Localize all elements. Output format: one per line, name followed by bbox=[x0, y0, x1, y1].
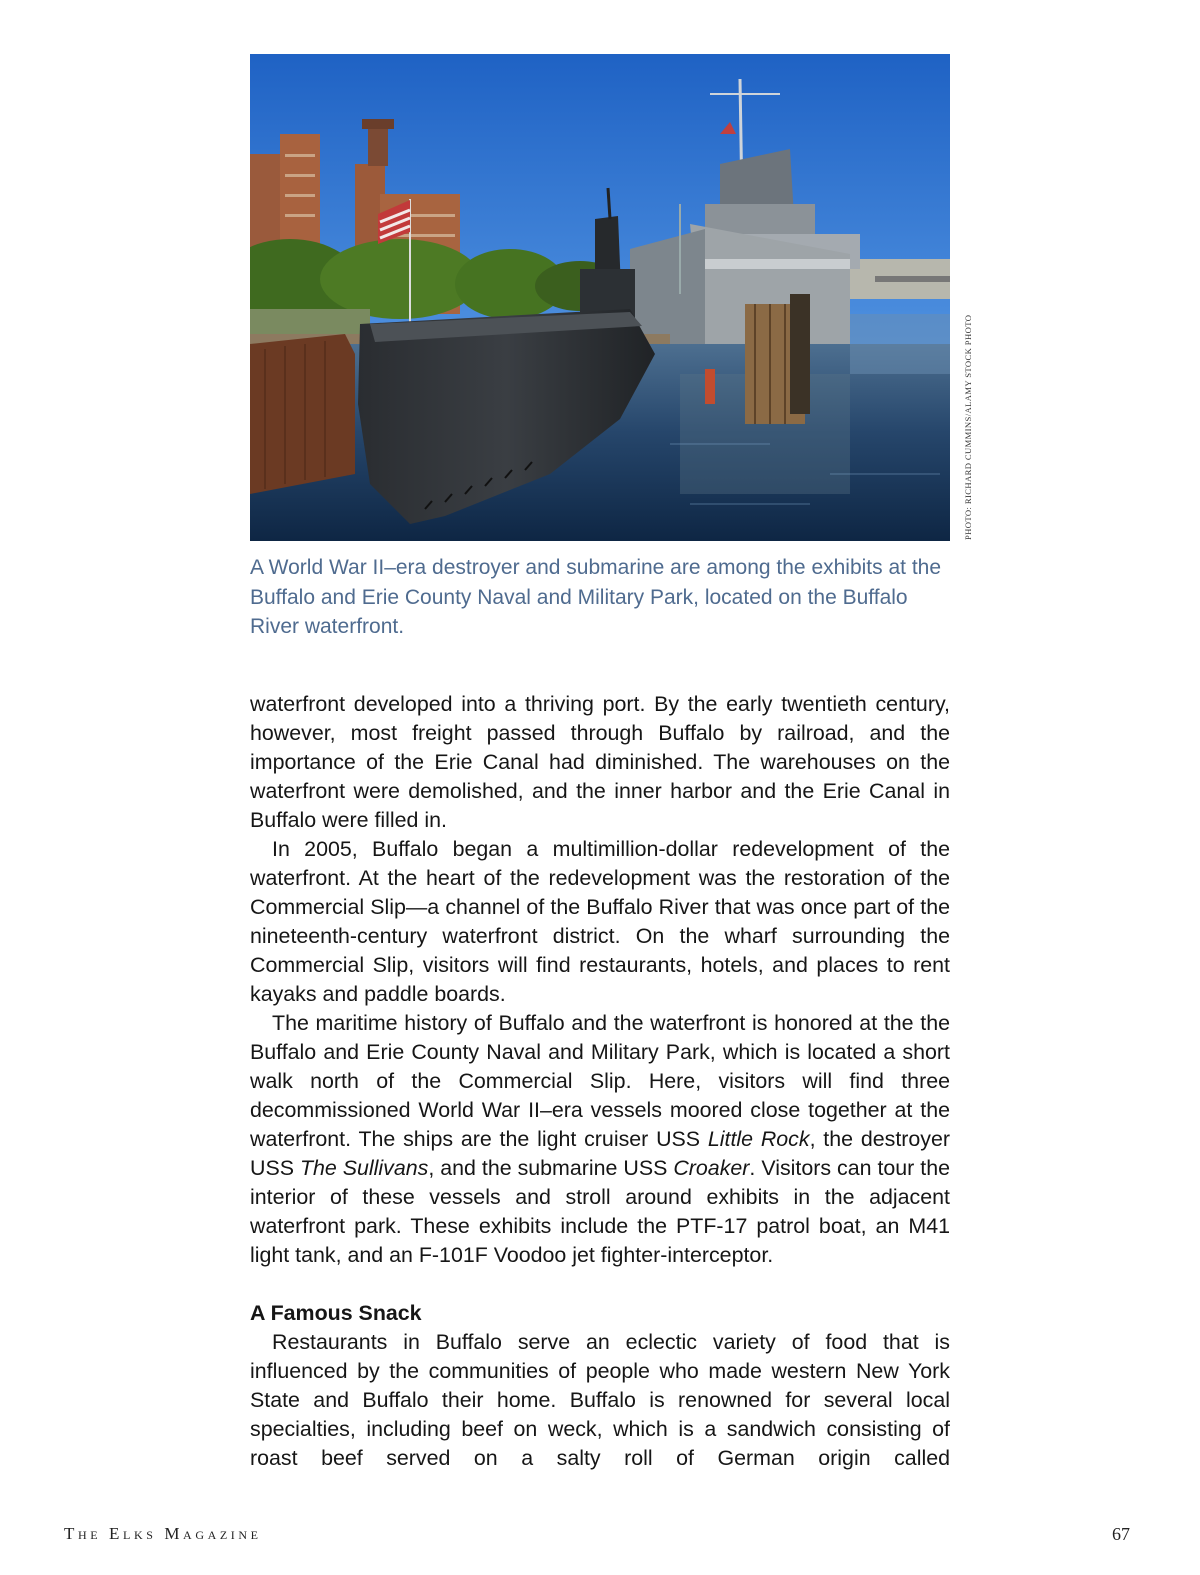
paragraph-3-text-1: The maritime history of Buffalo and the waterfront is honored at the the Buffalo and Erie County Naval and Military Park, which is located a short walk north of the Commercial Slip. Here, visitors will find three decommissioned World War II–era vessels moored close together at the waterfront. The ships are the light cruiser USS bbox=[250, 1011, 950, 1151]
paragraph-3-text-4: . Visitors can tour the interior of these vessels and stroll around exhibits in the adjacent waterfront park. These exhibits include the PTF-17 patrol boat, an M41 light tank, and an F-101F Voodoo jet fighter-interceptor. bbox=[250, 1156, 950, 1267]
paragraph-2: In 2005, Buffalo began a multimillion-dollar redevelopment of the waterfront. At the heart of the redevelopment was the restoration of the Commercial Slip—a channel of the Buffalo River that was once part of the nineteenth-century waterfront district. On the wharf surrounding the Commercial Slip, visitors will find restaurants, hotels, and places to rent kayaks and paddle boards. bbox=[250, 837, 950, 1006]
ship-name-croaker: Croaker bbox=[673, 1156, 750, 1180]
paragraph-1: waterfront developed into a thriving port. By the early twentieth century, however, most freight passed through Buffalo by railroad, and the importance of the Erie Canal had diminished. The warehouses on the waterfront were demolished, and the inner harbor and the Erie Canal in Buffalo were filled in. bbox=[250, 692, 950, 832]
page-number: 67 bbox=[1112, 1524, 1130, 1544]
photo-credit: PHOTO: RICHARD CUMMINS/ALAMY STOCK PHOTO bbox=[963, 314, 973, 540]
paragraph-3-text-2: , the destroyer USS bbox=[250, 1127, 951, 1180]
ship-name-little-rock: Little Rock bbox=[707, 1127, 810, 1151]
photo-caption: A World War II–era destroyer and submarine are among the exhibits at the Buffalo and Erie County Naval and Military Park, located on the Buffalo River waterfront. bbox=[250, 556, 942, 638]
article-body bbox=[250, 690, 950, 1473]
ship-name-the-sullivans: The Sullivans bbox=[299, 1156, 429, 1180]
magazine-name: The Elks Magazine bbox=[64, 1524, 262, 1543]
paragraph-4: Restaurants in Buffalo serve an eclectic variety of food that is influenced by the communities of people who made western New York State and Buffalo their home. Buffalo is renowned for several local specialties, including beef on weck, which is a sandwich consisting of roast beef served on a salty roll of German origin called bbox=[250, 1330, 950, 1470]
paragraph-3-text-3: , and the submarine USS bbox=[428, 1156, 674, 1180]
naval-park-photo bbox=[250, 54, 950, 541]
paragraph-3 bbox=[250, 1009, 950, 1270]
section-heading: A Famous Snack bbox=[250, 1301, 422, 1325]
